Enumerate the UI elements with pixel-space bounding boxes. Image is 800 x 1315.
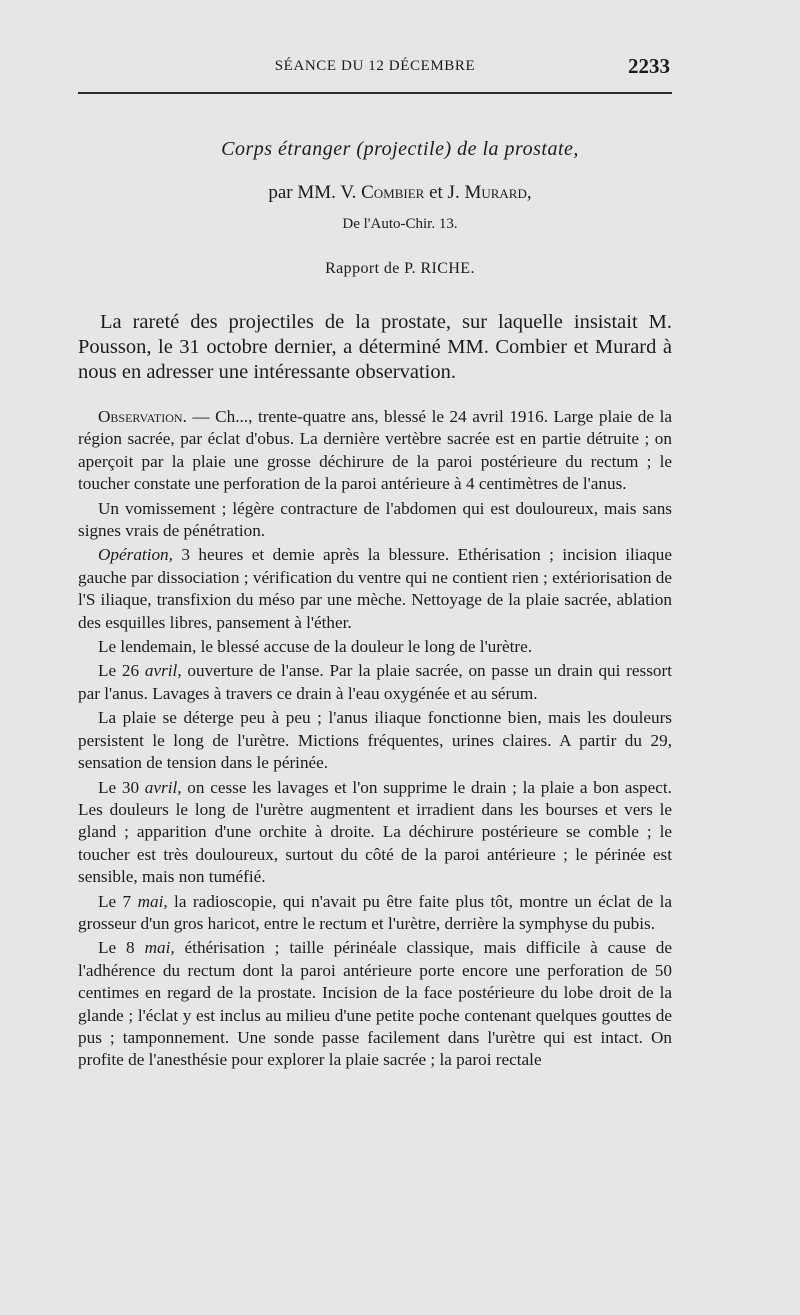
observation-paragraph-7 bbox=[78, 777, 672, 889]
observation-text-8: la radioscopie, qui n'avait pu être faite plus tôt, montre un éclat de la grosseur d'un gros haricot, entre le rectum et l'urètre, derrière la symphyse du pubis. bbox=[78, 891, 672, 933]
intro-paragraph bbox=[78, 310, 672, 385]
p8-date: mai, bbox=[137, 891, 168, 911]
p7-pre: Le 30 bbox=[98, 777, 145, 797]
p7-date: avril, bbox=[144, 777, 182, 797]
running-title: SÉANCE DU 12 DÉCEMBRE bbox=[274, 58, 476, 74]
p5-pre: Le 26 bbox=[98, 661, 145, 681]
article-title: Corps étranger (projectile) de la prostate, bbox=[221, 138, 579, 160]
author-combier: Combier bbox=[361, 182, 425, 203]
authors-suffix: , bbox=[526, 182, 532, 203]
page-number: 2233 bbox=[628, 54, 670, 78]
observation-text-7: on cesse les lavages et l'on supprime le drain ; la plaie a bon aspect. Les douleurs le long de l'urètre augmentent et irradient dans les bourses et vers le gland ; apparition d'une orchite à droite. La déchirure postérieure se comble ; le toucher est très douloureux, surtout du côté de la paroi antérieure ; le périnée est sensible, mais non tuméfié. bbox=[78, 777, 672, 887]
observation-text-3: 3 heures et demie après la blessure. Ethérisation ; incision iliaque gauche par dissociation ; vérification du ventre qui ne contient rien ; extériorisation de l'S iliaque, transfixion du méso par une mèche. Nettoyage de la plaie sacrée, ablation des esquilles libres, pansement à l'éther. bbox=[78, 545, 672, 632]
observation-section bbox=[78, 406, 672, 1072]
observation-text-5: ouverture de l'anse. Par la plaie sacrée, on passe un drain qui ressort par l'anus. Lavages à travers ce drain à l'eau oxygénée et au sérum. bbox=[78, 661, 672, 703]
observation-paragraph-1 bbox=[78, 406, 672, 496]
p5-date: avril, bbox=[144, 661, 182, 681]
observation-paragraph-9 bbox=[78, 937, 672, 1071]
p8-pre: Le 7 bbox=[98, 891, 138, 911]
observation-paragraph-4: Le lendemain, le blessé accuse de la douleur le long de l'urètre. bbox=[98, 637, 533, 657]
running-head bbox=[78, 52, 672, 82]
observation-paragraph-5 bbox=[78, 660, 672, 705]
authors-line bbox=[0, 182, 800, 204]
authors-mid: et J. bbox=[424, 182, 465, 203]
observation-paragraph-2: Un vomissement ; légère contracture de l'abdomen qui est douloureux, mais sans signes vrais de pénétration. bbox=[78, 498, 672, 541]
observation-text-1: — Ch..., trente-quatre ans, blessé le 24 avril 1916. Large plaie de la région sacrée, par éclat d'obus. La dernière vertèbre sacrée est en partie détruite ; on aperçoit par la plaie une grosse déchirure de la paroi postérieure du rectum ; le toucher constate une perforation de la paroi antérieure à 4 centimètres de l'anus. bbox=[78, 407, 672, 494]
rapport-line: Rapport de P. RICHE. bbox=[325, 260, 475, 277]
authors-prefix: par MM. V. bbox=[268, 182, 362, 203]
intro-text: La rareté des projectiles de la prostate, sur laquelle insistait M. Pousson, le 31 octobre dernier, a déterminé MM. Combier et Murard à nous en adresser une intéressante observation. bbox=[78, 311, 672, 383]
observation-paragraph-8 bbox=[78, 891, 672, 936]
p9-pre: Le 8 bbox=[98, 938, 145, 958]
observation-label: Observation. bbox=[98, 407, 187, 426]
affiliation: De l'Auto-Chir. 13. bbox=[342, 216, 458, 232]
p9-date: mai, bbox=[144, 938, 175, 958]
operation-label: Opération, bbox=[98, 545, 173, 565]
author-murard: Murard bbox=[464, 182, 527, 203]
observation-paragraph-3 bbox=[78, 544, 672, 634]
header-rule bbox=[78, 92, 672, 94]
observation-paragraph-6: La plaie se déterge peu à peu ; l'anus iliaque fonctionne bien, mais les douleurs persistent le long de l'urètre. Mictions fréquentes, urines claires. A partir du 29, sensation de tension dans le périnée. bbox=[78, 708, 672, 773]
observation-text-9: éthérisation ; taille périnéale classique, mais difficile à cause de l'adhérence du rectum dont la paroi antérieure porte encore une perforation de 50 centimes en regard de la prostate. Incision de la face postérieure du lobe droit de la glande ; l'éclat y est inclus au milieu d'une petite poche contenant quelques gouttes de pus ; tamponnement. Une sonde passe facilement dans l'urètre qui est intact. On profite de l'anesthésie pour explorer la plaie sacrée ; la paroi rectale bbox=[78, 938, 672, 1070]
